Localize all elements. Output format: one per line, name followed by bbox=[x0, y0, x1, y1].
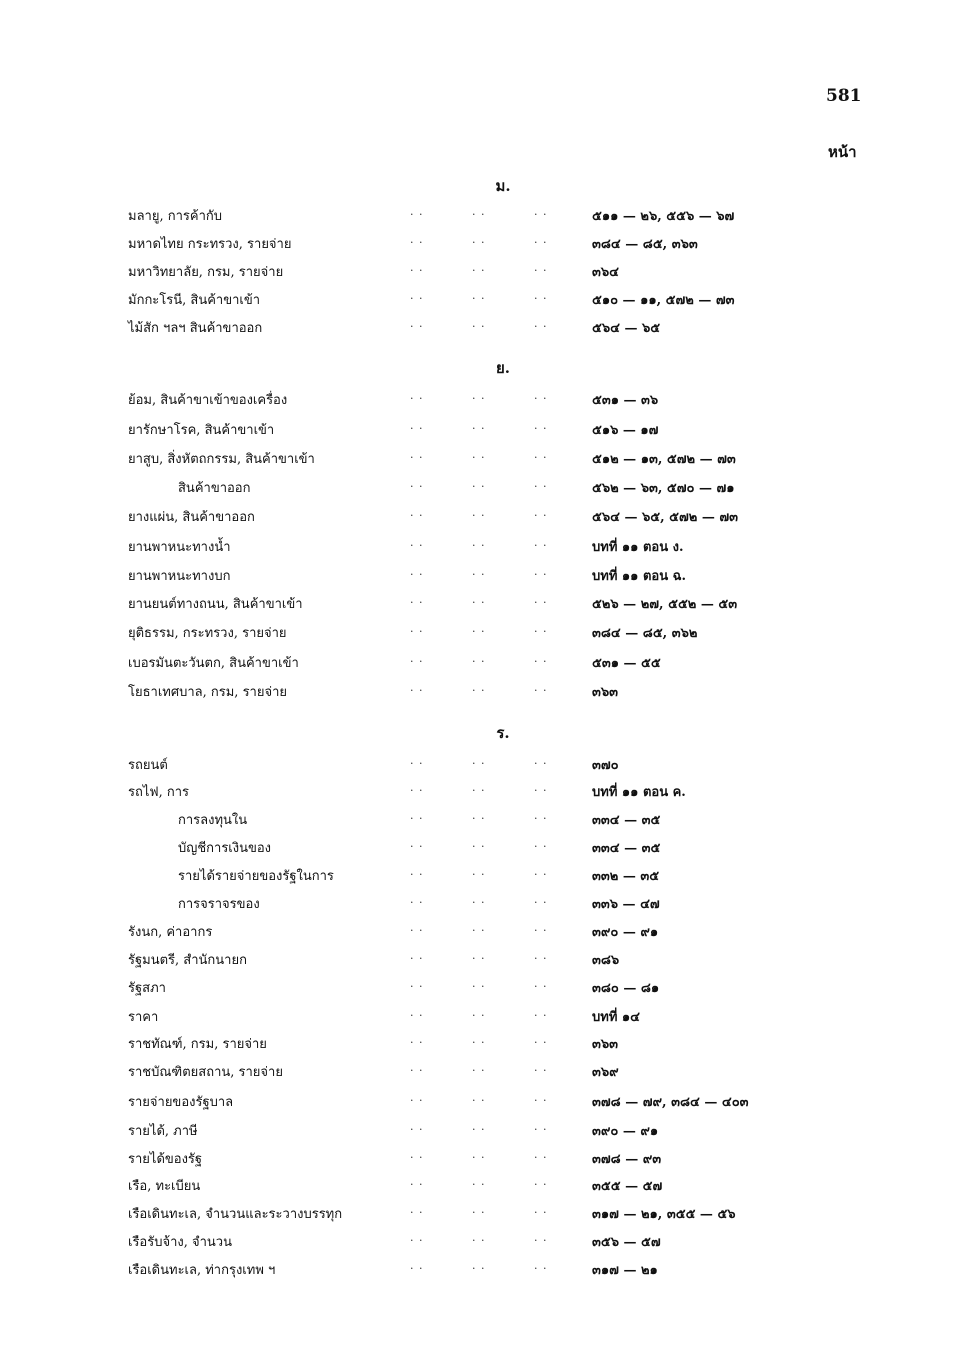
leader-dots: . . . . . . bbox=[410, 389, 548, 402]
entry-label: ยานพาหนะทางบก bbox=[128, 569, 231, 584]
index-entry bbox=[128, 261, 828, 285]
entry-page-ref: ๓๘๐ — ๘๑ bbox=[592, 981, 660, 996]
index-entry bbox=[128, 977, 828, 1001]
leader-dots: . . . . . . bbox=[410, 1061, 548, 1074]
index-entry bbox=[128, 419, 828, 443]
entry-page-ref: ๕๒๖ — ๒๗, ๕๕๒ — ๕๓ bbox=[592, 597, 738, 612]
entry-label: รัฐมนตรี, สำนักนายก bbox=[128, 953, 247, 968]
index-entry bbox=[128, 1175, 828, 1199]
index-entry-sub bbox=[128, 477, 828, 501]
index-entry bbox=[128, 593, 828, 617]
leader-dots: . . . . . . bbox=[410, 593, 548, 606]
index-entry bbox=[128, 1006, 828, 1030]
entry-label: เรือเดินทะเล, ท่ากรุงเทพ ฯ bbox=[128, 1263, 276, 1278]
leader-dots: . . . . . . bbox=[410, 1203, 548, 1216]
entry-page-ref: ๓๘๔ — ๘๕, ๓๖๒ bbox=[592, 626, 698, 641]
index-entry bbox=[128, 681, 828, 705]
leader-dots: . . . . . . bbox=[410, 781, 548, 794]
entry-label: ย้อม, สินค้าขาเข้าของเครื่อง bbox=[128, 393, 288, 408]
index-entry bbox=[128, 1061, 828, 1085]
entry-label: รายได้รายจ่ายของรัฐในการ bbox=[178, 869, 334, 884]
leader-dots: . . . . . . bbox=[410, 1091, 548, 1104]
entry-page-ref: ๓๓๔ — ๓๕ bbox=[592, 813, 661, 828]
leader-dots: . . . . . . bbox=[410, 419, 548, 432]
entry-label: รถไฟ, การ bbox=[128, 785, 190, 800]
entry-label: เรือ, ทะเบียน bbox=[128, 1179, 201, 1194]
entry-page-ref: ๕๓๑ — ๕๕ bbox=[592, 656, 661, 671]
entry-label: ยานพาหนะทางน้ำ bbox=[128, 540, 231, 555]
leader-dots: . . . . . . bbox=[410, 1006, 548, 1019]
index-entry bbox=[128, 448, 828, 472]
index-entry-sub bbox=[128, 865, 828, 889]
entry-label: โยธาเทศบาล, กรม, รายจ่าย bbox=[128, 685, 288, 700]
leader-dots: . . . . . . bbox=[410, 754, 548, 767]
index-entry bbox=[128, 233, 828, 257]
entry-page-ref: ๕๖๔ — ๖๕ bbox=[592, 321, 661, 336]
page-column-label: หน้า bbox=[828, 143, 857, 161]
entry-page-ref: บทที่ ๑๑ ตอน ฉ. bbox=[592, 569, 686, 584]
leader-dots: . . . . . . bbox=[410, 921, 548, 934]
leader-dots: . . . . . . bbox=[410, 1120, 548, 1133]
entry-page-ref: ๓๘๖ bbox=[592, 953, 620, 968]
index-entry bbox=[128, 1033, 828, 1057]
index-entry bbox=[128, 565, 828, 589]
leader-dots: . . . . . . bbox=[410, 1231, 548, 1244]
section-header-mo: ม. bbox=[495, 177, 511, 195]
leader-dots: . . . . . . bbox=[410, 536, 548, 549]
index-entry bbox=[128, 317, 828, 341]
leader-dots: . . . . . . bbox=[410, 977, 548, 990]
leader-dots: . . . . . . bbox=[410, 1259, 548, 1272]
entry-label: ไม้สัก ฯลฯ สินค้าขาออก bbox=[128, 321, 263, 336]
entry-label: มลายู, การค้ากับ bbox=[128, 209, 222, 224]
entry-label: การลงทุนใน bbox=[178, 813, 248, 828]
entry-page-ref: ๓๗๘ — ๙๓ bbox=[592, 1152, 662, 1167]
leader-dots: . . . . . . bbox=[410, 1148, 548, 1161]
leader-dots: . . . . . . bbox=[410, 233, 548, 246]
entry-label: ยาสูบ, สิ่งหัตถกรรม, สินค้าขาเข้า bbox=[128, 452, 315, 467]
leader-dots: . . . . . . bbox=[410, 317, 548, 330]
index-entry bbox=[128, 1148, 828, 1172]
index-entry-sub bbox=[128, 837, 828, 861]
leader-dots: . . . . . . bbox=[410, 289, 548, 302]
entry-label: ยารักษาโรค, สินค้าขาเข้า bbox=[128, 423, 275, 438]
entry-label: รถยนต์ bbox=[128, 758, 168, 773]
entry-label: สินค้าขาออก bbox=[178, 481, 251, 496]
index-entry bbox=[128, 289, 828, 313]
index-entry bbox=[128, 1120, 828, 1144]
entry-page-ref: ๓๓๔ — ๓๕ bbox=[592, 841, 661, 856]
leader-dots: . . . . . . bbox=[410, 1175, 548, 1188]
entry-label: รายได้, ภาษี bbox=[128, 1124, 198, 1139]
entry-label: ยางแผ่น, สินค้าขาออก bbox=[128, 510, 255, 525]
leader-dots: . . . . . . bbox=[410, 837, 548, 850]
leader-dots: . . . . . . bbox=[410, 865, 548, 878]
entry-label: มหาดไทย กระทรวง, รายจ่าย bbox=[128, 237, 292, 252]
index-entry bbox=[128, 754, 828, 778]
entry-page-ref: ๓๖๓ bbox=[592, 685, 619, 700]
entry-label: เรือรับจ้าง, จำนวน bbox=[128, 1235, 232, 1250]
index-entry bbox=[128, 1091, 828, 1115]
leader-dots: . . . . . . bbox=[410, 1033, 548, 1046]
entry-label: การจราจรของ bbox=[178, 897, 260, 912]
leader-dots: . . . . . . bbox=[410, 448, 548, 461]
leader-dots: . . . . . . bbox=[410, 622, 548, 635]
entry-label: ราชบัณฑิตยสถาน, รายจ่าย bbox=[128, 1065, 283, 1080]
entry-label: รัฐสภา bbox=[128, 981, 166, 996]
entry-label: ยุติธรรม, กระทรวง, รายจ่าย bbox=[128, 626, 287, 641]
index-entry bbox=[128, 389, 828, 413]
index-entry bbox=[128, 1231, 828, 1255]
index-entry bbox=[128, 652, 828, 676]
entry-page-ref: บทที่ ๑๑ ตอน ง. bbox=[592, 540, 684, 555]
section-header-yo: ย. bbox=[495, 359, 510, 377]
index-entry bbox=[128, 506, 828, 530]
entry-label: รังนก, ค่าอากร bbox=[128, 925, 213, 940]
entry-label: ราชทัณฑ์, กรม, รายจ่าย bbox=[128, 1037, 267, 1052]
entry-page-ref: ๕๑๖ — ๑๗ bbox=[592, 423, 659, 438]
index-entry-sub bbox=[128, 893, 828, 917]
entry-page-ref: ๓๕๕ — ๕๗ bbox=[592, 1179, 663, 1194]
entry-label: ยานยนต์ทางถนน, สินค้าขาเข้า bbox=[128, 597, 303, 612]
leader-dots: . . . . . . bbox=[410, 652, 548, 665]
leader-dots: . . . . . . bbox=[410, 809, 548, 822]
entry-page-ref: ๕๑๒ — ๑๓, ๕๗๒ — ๗๓ bbox=[592, 452, 736, 467]
entry-page-ref: ๓๑๗ — ๒๑ bbox=[592, 1263, 658, 1278]
index-entry bbox=[128, 921, 828, 945]
entry-page-ref: ๓๘๔ — ๘๕, ๓๖๓ bbox=[592, 237, 698, 252]
entry-label: บัญชีการเงินของ bbox=[178, 841, 272, 856]
leader-dots: . . . . . . bbox=[410, 477, 548, 490]
leader-dots: . . . . . . bbox=[410, 949, 548, 962]
entry-page-ref: บทที่ ๑๑ ตอน ค. bbox=[592, 785, 686, 800]
entry-page-ref: ๓๙๐ — ๙๑ bbox=[592, 925, 659, 940]
entry-page-ref: ๓๖๙ bbox=[592, 1065, 619, 1080]
index-entry-sub bbox=[128, 809, 828, 833]
leader-dots: . . . . . . bbox=[410, 261, 548, 274]
entry-label: เรือเดินทะเล, จำนวนและระวางบรรทุก bbox=[128, 1207, 343, 1222]
index-entry bbox=[128, 205, 828, 229]
entry-page-ref: ๕๓๑ — ๓๖ bbox=[592, 393, 659, 408]
index-entry bbox=[128, 949, 828, 973]
entry-label: รายได้ของรัฐ bbox=[128, 1152, 203, 1167]
entry-page-ref: ๓๖๓ bbox=[592, 1037, 619, 1052]
leader-dots: . . . . . . bbox=[410, 681, 548, 694]
entry-page-ref: บทที่ ๑๔ bbox=[592, 1010, 641, 1025]
leader-dots: . . . . . . bbox=[410, 506, 548, 519]
entry-page-ref: ๓๕๖ — ๕๗ bbox=[592, 1235, 661, 1250]
entry-page-ref: ๓๗๘ — ๗๙, ๓๘๔ — ๔๐๓ bbox=[592, 1095, 749, 1110]
entry-page-ref: ๕๖๔ — ๖๕, ๕๗๒ — ๗๓ bbox=[592, 510, 739, 525]
index-entry bbox=[128, 1259, 828, 1283]
entry-page-ref: ๕๑๑ — ๒๖, ๕๕๖ — ๖๗ bbox=[592, 209, 735, 224]
leader-dots: . . . . . . bbox=[410, 205, 548, 218]
section-header-ro: ร. bbox=[496, 724, 510, 742]
index-entry bbox=[128, 781, 828, 805]
entry-page-ref: ๕๑๐ — ๑๑, ๕๗๒ — ๗๓ bbox=[592, 293, 735, 308]
leader-dots: . . . . . . bbox=[410, 565, 548, 578]
entry-page-ref: ๓๑๗ — ๒๑, ๓๕๕ — ๕๖ bbox=[592, 1207, 736, 1222]
entry-page-ref: ๓๙๐ — ๙๑ bbox=[592, 1124, 659, 1139]
entry-label: รายจ่ายของรัฐบาล bbox=[128, 1095, 234, 1110]
index-entry bbox=[128, 622, 828, 646]
entry-page-ref: ๓๓๒ — ๓๕ bbox=[592, 869, 660, 884]
entry-page-ref: ๓๗๐ bbox=[592, 758, 619, 773]
leader-dots: . . . . . . bbox=[410, 893, 548, 906]
index-entry bbox=[128, 1203, 828, 1227]
entry-label: ราคา bbox=[128, 1010, 159, 1025]
entry-label: เบอรมันตะวันตก, สินค้าขาเข้า bbox=[128, 656, 299, 671]
entry-label: มหาวิทยาลัย, กรม, รายจ่าย bbox=[128, 265, 284, 280]
index-entry bbox=[128, 536, 828, 560]
entry-label: มักกะโรนี, สินค้าขาเข้า bbox=[128, 293, 261, 308]
entry-page-ref: ๓๓๖ — ๔๗ bbox=[592, 897, 660, 912]
page-number: 581 bbox=[826, 86, 862, 106]
entry-page-ref: ๓๖๔ bbox=[592, 265, 619, 280]
entry-page-ref: ๕๖๒ — ๖๓, ๕๗๐ — ๗๑ bbox=[592, 481, 735, 496]
